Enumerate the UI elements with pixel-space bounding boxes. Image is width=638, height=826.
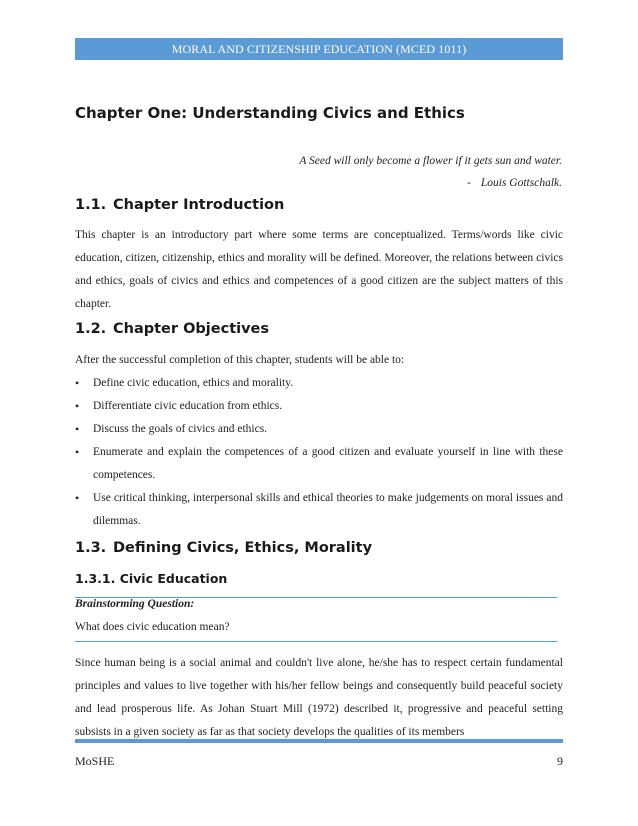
section-heading-introduction xyxy=(75,197,284,213)
subsection-heading-civic-education: 1.3.1. Civic Education xyxy=(75,571,228,586)
section-number: 1.2. xyxy=(75,321,107,337)
civic-education-paragraph: Since human being is a social animal and couldn't live alone, he/she has to respect certain fundamental principles and values to live together with his/her fellow beings and consequently build peaceful society and lead prosperous life. As Johan Stuart Mill (1972) described it, progressive and peaceful setting subsists in a given society as far as that society develops the qualities of its members xyxy=(75,657,563,738)
brainstorm-question: What does civic education mean? xyxy=(75,621,230,633)
brainstorm-bottom-rule xyxy=(75,641,557,642)
epigraph-quote: A Seed will only become a flower if it gets sun and water. xyxy=(299,155,562,167)
epigraph-dash: - xyxy=(467,177,471,189)
section-number: 1.1. xyxy=(75,197,107,213)
epigraph-author-line xyxy=(467,177,562,189)
list-item: • Define civic education, ethics and morality. xyxy=(75,372,563,395)
section-heading-defining xyxy=(75,540,372,556)
objectives-list xyxy=(75,372,563,533)
section-title: Defining Civics, Ethics, Morality xyxy=(113,540,373,556)
section-heading-objectives xyxy=(75,321,269,337)
page-number: 9 xyxy=(557,754,563,768)
section-title: Chapter Introduction xyxy=(113,197,285,213)
list-item: • Enumerate and explain the competences of a good citizen and evaluate yourself in line with these competences. xyxy=(75,441,563,487)
brainstorm-label: Brainstorming Question: xyxy=(75,598,195,610)
introduction-paragraph: This chapter is an introductory part where some terms are conceptualized. Terms/words like civic education, citizen, citizenship, ethics and morality will be defined. Moreover, the relations between civics and ethics, goals of civics and ethics and competences of a good citizen are the subject matters of this chapter. xyxy=(75,229,563,310)
list-item: • Discuss the goals of civics and ethics. xyxy=(75,418,563,441)
footer-rule xyxy=(75,739,563,743)
running-header: MORAL AND CITIZENSHIP EDUCATION (MCED 1011) xyxy=(75,38,563,60)
objectives-lead: After the successful completion of this chapter, students will be able to: xyxy=(75,354,405,366)
footer-publisher: MoSHE xyxy=(75,754,115,768)
section-number: 1.3. xyxy=(75,540,107,556)
epigraph-author: Louis Gottschalk. xyxy=(480,177,562,189)
list-item: • Use critical thinking, interpersonal skills and ethical theories to make judgements on moral issues and dilemmas. xyxy=(75,487,563,533)
list-item: • Differentiate civic education from ethics. xyxy=(75,395,563,418)
section-title: Chapter Objectives xyxy=(113,321,270,337)
chapter-title: Chapter One: Understanding Civics and Ethics xyxy=(75,104,465,122)
